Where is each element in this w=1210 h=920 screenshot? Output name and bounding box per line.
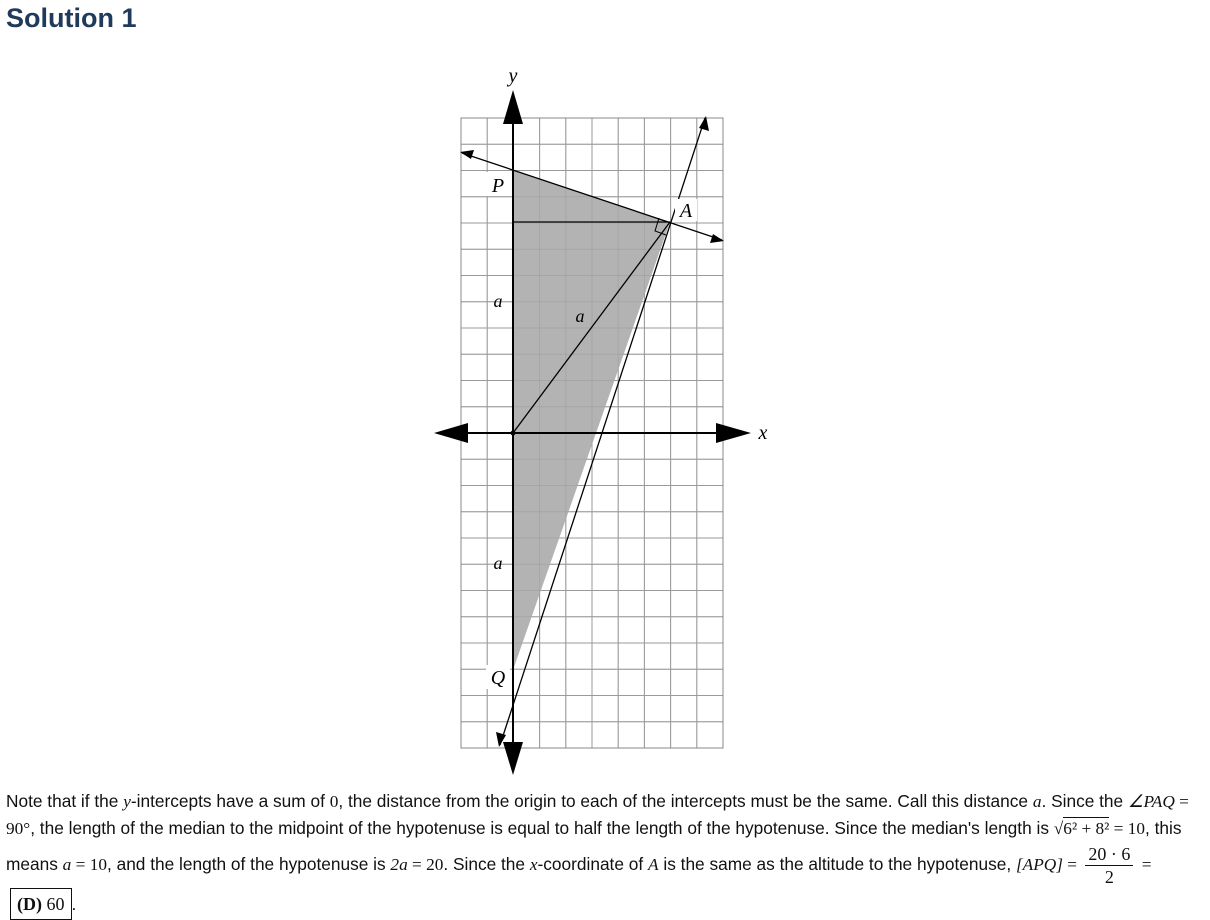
line-pa-arrow-right (710, 234, 724, 243)
math-equation: = 10 (1109, 819, 1145, 839)
text-run: -coordinate of (537, 853, 648, 874)
text-run: , and the length of the hypotenuse is (106, 853, 391, 874)
math-area: [APQ] (1015, 854, 1063, 874)
text-run: , the length of the median to the midpoint of the hypotenuse is equal to half the length of the hypotenuse. Since the median's length is (30, 818, 1054, 839)
math-var: a (62, 854, 72, 874)
math-var: x (529, 854, 538, 874)
origin-point (511, 431, 516, 436)
math-equation: = 10 (71, 854, 107, 874)
answer-value: 60 (42, 893, 65, 914)
solution-paragraph (6, 788, 1206, 920)
fraction-denominator: 2 (1104, 866, 1114, 887)
text-run: , the distance from the origin to each of the intercepts must be the same. Call this distance (338, 791, 1033, 811)
fraction-numerator: 20 · 6 (1085, 843, 1133, 866)
section-heading: Solution 1 (6, 3, 137, 33)
answer-letter: (D) (17, 893, 42, 914)
math-expression: 2a (390, 854, 408, 874)
label-a: A (679, 200, 693, 222)
label-p: P (491, 175, 505, 197)
text-run: Note that if the (6, 791, 124, 811)
text-run: , this means (6, 818, 1182, 874)
label-a-lower: a (493, 553, 503, 573)
math-equation: = 20 (407, 854, 444, 874)
line-pa-arrow-left (460, 150, 474, 159)
text-run: . Since the (1041, 791, 1128, 811)
math-equals: = (1062, 854, 1082, 874)
y-axis-label: y (508, 65, 518, 87)
math-var: y (123, 792, 131, 811)
math-var: a (1032, 792, 1042, 811)
text-run: . Since the (443, 853, 530, 874)
y-axis-arrow-down (503, 742, 523, 775)
math-number: 0 (329, 792, 339, 811)
sqrt-body: 6² + 8² (1063, 819, 1110, 839)
math-angle: ∠PAQ (1127, 792, 1175, 811)
math-equals: = (1137, 854, 1152, 874)
label-a-upper: a (493, 291, 503, 311)
label-a-median: a (575, 306, 585, 326)
x-axis-arrow-right (716, 423, 751, 443)
x-axis-label: x (758, 422, 768, 444)
math-var: A (648, 854, 659, 874)
text-run: . (71, 893, 77, 914)
x-axis-arrow-left (434, 423, 468, 443)
fraction (1085, 843, 1133, 888)
y-axis-arrow-up (503, 90, 523, 124)
text-run: is the same as the altitude to the hypotenuse, (658, 853, 1016, 874)
math-equation: = 90° (6, 792, 1189, 839)
coordinate-figure (430, 60, 780, 780)
answer-box (10, 888, 72, 920)
label-q: Q (490, 667, 506, 689)
figure-svg (430, 60, 780, 780)
sqrt-sign: √ (1053, 819, 1064, 839)
text-run: -intercepts have a sum of (130, 791, 330, 811)
